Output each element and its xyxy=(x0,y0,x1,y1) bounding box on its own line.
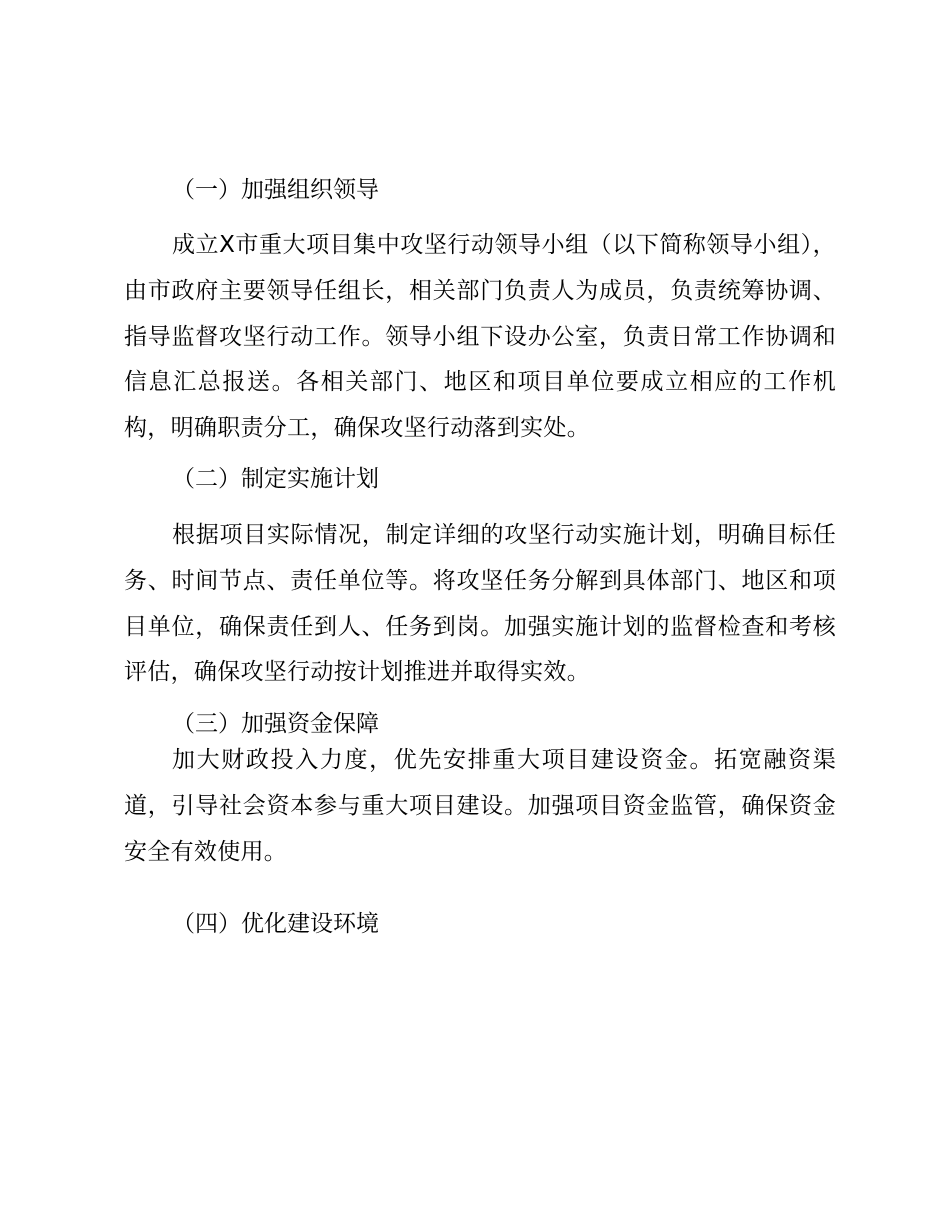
section-paragraph-1: 成立X市重大项目集中攻坚行动领导小组（以下简称领导小组），由市政府主要领导任组长，相关部门负责人为成员，负责统筹协调、指导监督攻坚行动工作。领导小组下设办公室，负责日常工作协调和信息汇总报送。各相关部门、地区和项目单位要成立相应的工作机构，明确职责分工，确保攻坚行动落到实处。 xyxy=(124,232,836,442)
section-paragraph-3: 加大财政投入力度，优先安排重大项目建设资金。拓宽融资渠道，引导社会资本参与重大项目建设。加强项目资金监管，确保资金安全有效使用。 xyxy=(124,747,836,865)
section-paragraph-2: 根据项目实际情况，制定详细的攻坚行动实施计划，明确目标任务、时间节点、责任单位等。将攻坚任务分解到具体部门、地区和项目单位，确保责任到人、任务到岗。加强实施计划的监督检查和考核评估，确保攻坚行动按计划推进并取得实效。 xyxy=(124,522,836,686)
section-heading-4: （四）优化建设环境 xyxy=(172,911,379,937)
section-heading-3: （三）加强资金保障 xyxy=(172,711,379,737)
section-heading-2: （二）制定实施计划 xyxy=(172,466,379,492)
section-heading-1: （一）加强组织领导 xyxy=(172,177,379,203)
